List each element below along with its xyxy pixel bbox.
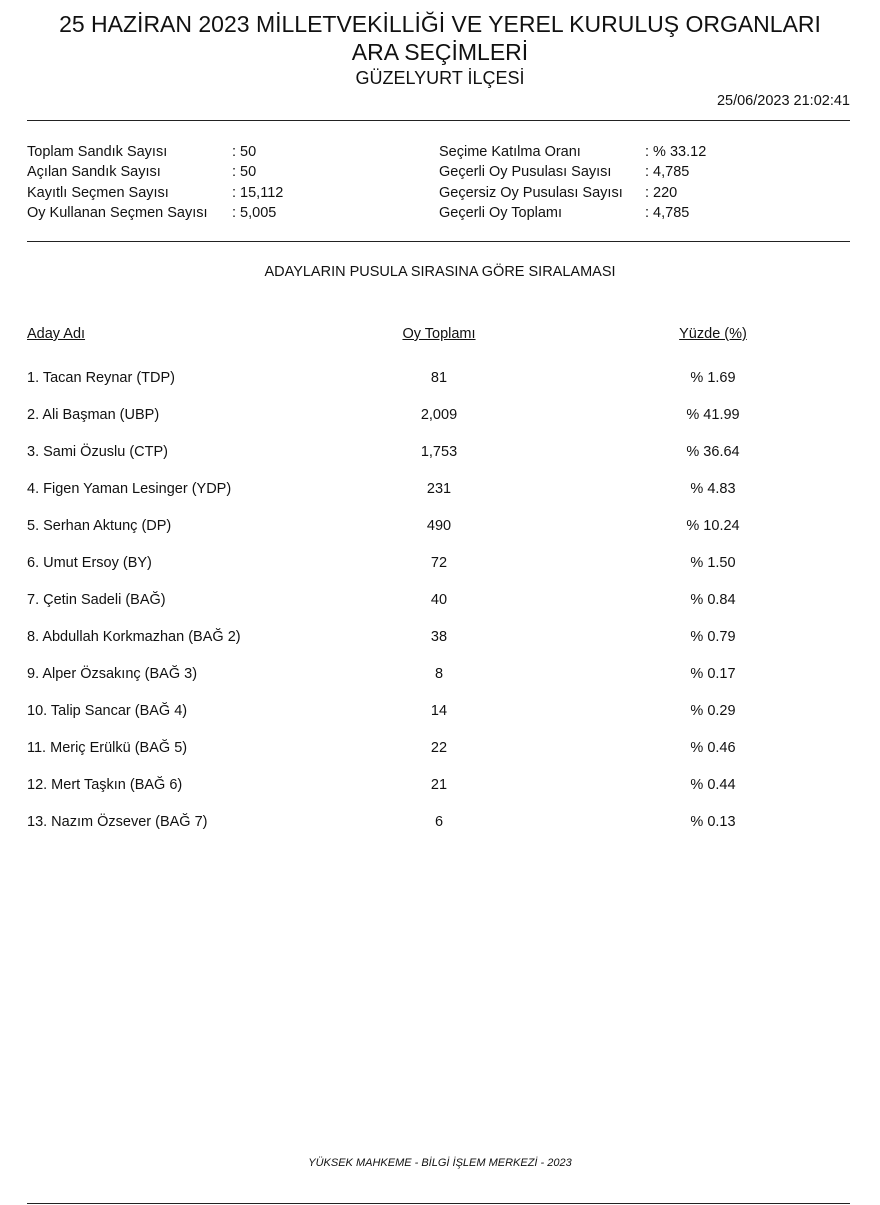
table-row [0,442,880,479]
candidate-name-cell: 6. Umut Ersoy (BY) [27,555,152,571]
candidate-name-cell: 9. Alper Özsakınç (BAĞ 3) [27,666,198,682]
table-row [0,775,880,812]
candidate-name-cell: 3. Sami Özuslu (CTP) [27,444,168,460]
stat-label: Geçerli Oy Pusulası Sayısı [439,164,612,181]
stat-row [439,162,706,182]
candidate-name-cell: 4. Figen Yaman Lesinger (YDP) [27,481,232,497]
vote-total-cell: 22 [430,740,448,756]
stat-row [27,203,283,223]
percent-cell: % 0.84 [690,592,736,608]
stat-label: Seçime Katılma Oranı [439,144,581,160]
report-timestamp: 25/06/2023 21:02:41 [716,93,850,109]
percent-cell: % 0.44 [690,777,736,793]
document-title-line-2: ARA SEÇİMLERİ [351,39,529,65]
stat-label: Açılan Sandık Sayısı [27,164,161,181]
percent-cell: % 0.79 [690,629,736,645]
table-row [0,701,880,738]
vote-total-cell: 72 [430,555,448,571]
percent-cell: % 4.83 [690,481,736,497]
table-row [0,627,880,664]
stat-label: Geçersiz Oy Pusulası Sayısı [439,184,623,201]
candidate-name-cell: 10. Talip Sancar (BAĞ 4) [27,703,188,719]
percent-cell: % 0.29 [690,703,736,719]
vote-total-cell: 81 [430,370,448,386]
stat-row [27,162,283,182]
candidate-name-cell: 11. Meriç Erülkü (BAĞ 5) [27,740,188,756]
column-header-vote-total: Oy Toplamı [402,326,476,342]
stats-left-column [27,142,283,223]
document-title-line-1: 25 HAZİRAN 2023 MİLLETVEKİLLİĞİ VE YEREL KURULUŞ ORGANLARI [59,11,821,37]
column-header-candidate-name: Aday Adı [27,326,86,342]
table-row [0,479,880,516]
stat-value: : 5,005 [232,204,277,221]
middle-divider [27,241,850,242]
percent-cell: % 10.24 [686,518,740,534]
percent-cell: % 0.17 [690,666,736,682]
table-row [0,738,880,775]
vote-total-cell: 231 [426,481,452,497]
top-divider [27,120,850,121]
vote-total-cell: 21 [430,777,448,793]
percent-cell: % 36.64 [686,444,740,460]
table-row [0,812,880,849]
results-table [0,368,880,849]
stat-label: Geçerli Oy Toplamı [439,204,563,221]
table-row [0,664,880,701]
table-row [0,405,880,442]
table-row [0,553,880,590]
footer-credit: YÜKSEK MAHKEME - BİLGİ İŞLEM MERKEZİ - 2023 [308,1157,572,1169]
candidate-name-cell: 12. Mert Taşkın (BAĞ 6) [27,777,183,793]
vote-total-cell: 1,753 [420,444,458,460]
section-heading: ADAYLARIN PUSULA SIRASINA GÖRE SIRALAMASI [264,264,616,280]
percent-cell: % 1.50 [690,555,736,571]
candidate-name-cell: 1. Tacan Reynar (TDP) [27,370,176,386]
vote-total-cell: 6 [434,814,444,830]
column-header-percent: Yüzde (%) [679,326,747,342]
stat-row [439,142,706,162]
stat-row [439,183,706,203]
stat-row [27,183,283,203]
stats-right-column [439,142,706,223]
vote-total-cell: 8 [434,666,444,682]
stat-row [27,142,283,162]
candidate-name-cell: 8. Abdullah Korkmazhan (BAĞ 2) [27,629,241,645]
percent-cell: % 1.69 [690,370,736,386]
stat-label: Kayıtlı Seçmen Sayısı [27,184,169,201]
stat-label: Oy Kullanan Seçmen Sayısı [27,204,208,221]
vote-total-cell: 2,009 [420,407,458,423]
vote-total-cell: 40 [430,592,448,608]
candidate-name-cell: 13. Nazım Özsever (BAĞ 7) [27,814,208,830]
stat-value: : 4,785 [645,164,690,181]
vote-total-cell: 14 [430,703,448,719]
stat-value: : 50 [232,164,257,181]
percent-cell: % 0.46 [690,740,736,756]
stat-value: : 50 [232,144,257,160]
table-row [0,590,880,627]
district-subtitle: GÜZELYURT İLÇESİ [355,68,525,88]
percent-cell: % 41.99 [686,407,740,423]
percent-cell: % 0.13 [690,814,736,830]
candidate-name-cell: 5. Serhan Aktunç (DP) [27,518,172,534]
stat-label: Toplam Sandık Sayısı [27,144,168,160]
table-row [0,516,880,553]
table-row [0,368,880,405]
candidate-name-cell: 2. Ali Başman (UBP) [27,407,160,423]
stat-value: : 220 [645,184,678,201]
bottom-divider [27,1203,850,1204]
vote-total-cell: 38 [430,629,448,645]
candidate-name-cell: 7. Çetin Sadeli (BAĞ) [27,592,166,608]
stat-value: : % 33.12 [645,144,707,160]
vote-total-cell: 490 [426,518,452,534]
stat-row [439,203,706,223]
stat-value: : 15,112 [232,184,284,201]
stat-value: : 4,785 [645,204,690,221]
